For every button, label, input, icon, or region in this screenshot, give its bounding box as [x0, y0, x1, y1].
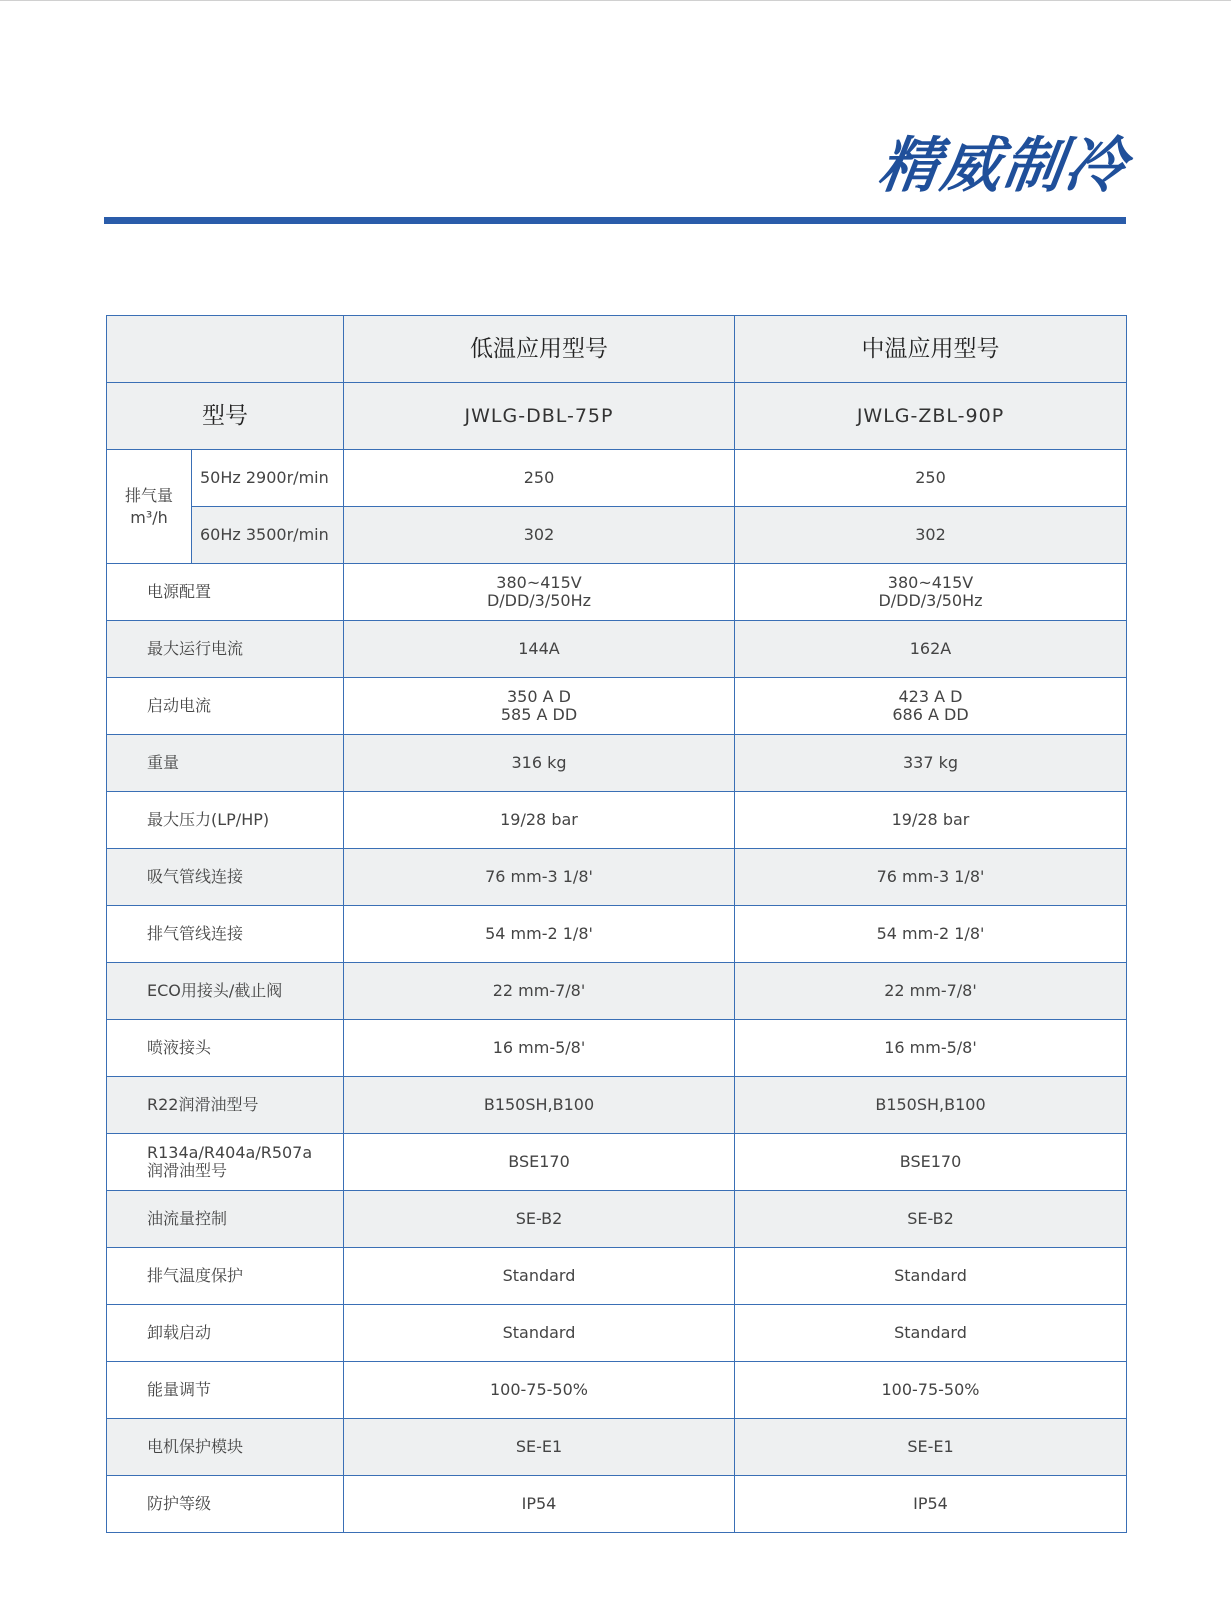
row-label: 电源配置	[107, 564, 344, 621]
row-label: 卸载启动	[107, 1305, 344, 1362]
table-row	[107, 1419, 1127, 1476]
header-mid-temp: 中温应用型号	[735, 316, 1127, 383]
header-rule	[104, 217, 1126, 224]
table-row	[107, 906, 1127, 963]
displacement-60hz-mid: 302	[735, 507, 1127, 564]
row-label: R22润滑油型号	[107, 1077, 344, 1134]
row-low: 100-75-50%	[344, 1362, 735, 1419]
row-low-line2: 585 A DD	[500, 705, 578, 724]
row-low: IP54	[344, 1476, 735, 1533]
row-label-line2: 润滑油型号	[147, 1161, 228, 1180]
table-row	[107, 678, 1127, 735]
row-mid: B150SH,B100	[735, 1077, 1127, 1134]
row-mid	[735, 678, 1127, 735]
model-low: JWLG-DBL-75P	[344, 383, 735, 450]
row-low: B150SH,B100	[344, 1077, 735, 1134]
displacement-name: 排气量	[124, 485, 173, 505]
table-row	[107, 621, 1127, 678]
row-mid: 22 mm-7/8'	[735, 963, 1127, 1020]
row-label-line1: R134a/R404a/R507a	[147, 1143, 313, 1162]
row-label: 排气温度保护	[107, 1248, 344, 1305]
displacement-50hz-mid: 250	[735, 450, 1127, 507]
row-low: 316 kg	[344, 735, 735, 792]
row-low: 19/28 bar	[344, 792, 735, 849]
row-mid: 337 kg	[735, 735, 1127, 792]
row-mid: SE-B2	[735, 1191, 1127, 1248]
row-low: SE-E1	[344, 1419, 735, 1476]
table-row	[107, 735, 1127, 792]
row-mid	[735, 564, 1127, 621]
table-row	[107, 1476, 1127, 1533]
row-low: 76 mm-3 1/8'	[344, 849, 735, 906]
displacement-label	[107, 450, 192, 564]
table-row	[107, 564, 1127, 621]
row-label: 防护等级	[107, 1476, 344, 1533]
model-label: 型号	[107, 383, 344, 450]
table-row	[107, 1362, 1127, 1419]
table-row	[107, 1305, 1127, 1362]
row-label: 喷液接头	[107, 1020, 344, 1077]
row-label: 能量调节	[107, 1362, 344, 1419]
row-mid: BSE170	[735, 1134, 1127, 1191]
row-label: 油流量控制	[107, 1191, 344, 1248]
model-row	[107, 383, 1127, 450]
displacement-60hz-low: 302	[344, 507, 735, 564]
table-header-row	[107, 316, 1127, 383]
row-low: Standard	[344, 1305, 735, 1362]
row-low: 16 mm-5/8'	[344, 1020, 735, 1077]
row-mid: 54 mm-2 1/8'	[735, 906, 1127, 963]
row-mid: 76 mm-3 1/8'	[735, 849, 1127, 906]
row-label: ECO用接头/截止阀	[107, 963, 344, 1020]
table-row	[107, 849, 1127, 906]
table-row	[107, 1077, 1127, 1134]
row-label: 最大运行电流	[107, 621, 344, 678]
row-mid: 100-75-50%	[735, 1362, 1127, 1419]
row-low: SE-B2	[344, 1191, 735, 1248]
row-low: 54 mm-2 1/8'	[344, 906, 735, 963]
row-mid: SE-E1	[735, 1419, 1127, 1476]
row-low: Standard	[344, 1248, 735, 1305]
row-low: BSE170	[344, 1134, 735, 1191]
row-low: 22 mm-7/8'	[344, 963, 735, 1020]
row-mid-line1: 423 A D	[898, 687, 963, 706]
row-mid: IP54	[735, 1476, 1127, 1533]
row-label: 重量	[107, 735, 344, 792]
row-label: 最大压力(LP/HP)	[107, 792, 344, 849]
spec-table	[106, 315, 1127, 1533]
row-low-line1: 350 A D	[507, 687, 571, 706]
displacement-60hz-label: 60Hz 3500r/min	[192, 507, 344, 564]
row-label: 电机保护模块	[107, 1419, 344, 1476]
header-low-temp: 低温应用型号	[344, 316, 735, 383]
row-mid: 19/28 bar	[735, 792, 1127, 849]
row-label: 吸气管线连接	[107, 849, 344, 906]
row-low	[344, 678, 735, 735]
row-mid: 16 mm-5/8'	[735, 1020, 1127, 1077]
row-low-line2: D/DD/3/50Hz	[486, 591, 592, 610]
displacement-50hz-low: 250	[344, 450, 735, 507]
top-border	[0, 0, 1231, 1]
row-label: 启动电流	[107, 678, 344, 735]
row-mid: Standard	[735, 1305, 1127, 1362]
displacement-50hz-label: 50Hz 2900r/min	[192, 450, 344, 507]
header-empty-cell	[107, 316, 344, 383]
model-mid: JWLG-ZBL-90P	[735, 383, 1127, 450]
table-row	[107, 792, 1127, 849]
displacement-row-60hz	[107, 507, 1127, 564]
displacement-unit: m³/h	[130, 507, 168, 527]
row-mid: 162A	[735, 621, 1127, 678]
displacement-row-50hz	[107, 450, 1127, 507]
row-label	[107, 1134, 344, 1191]
row-mid-line2: 686 A DD	[892, 705, 969, 724]
row-low: 144A	[344, 621, 735, 678]
row-low-line1: 380~415V	[496, 573, 582, 592]
table-row	[107, 1134, 1127, 1191]
table-row	[107, 1191, 1127, 1248]
brand-logo: 精威制冷	[874, 131, 1133, 201]
table-row	[107, 1248, 1127, 1305]
table-row	[107, 1020, 1127, 1077]
row-label: 排气管线连接	[107, 906, 344, 963]
row-mid-line1: 380~415V	[887, 573, 974, 592]
row-low	[344, 564, 735, 621]
table-row	[107, 963, 1127, 1020]
row-mid-line2: D/DD/3/50Hz	[878, 591, 983, 610]
row-mid: Standard	[735, 1248, 1127, 1305]
